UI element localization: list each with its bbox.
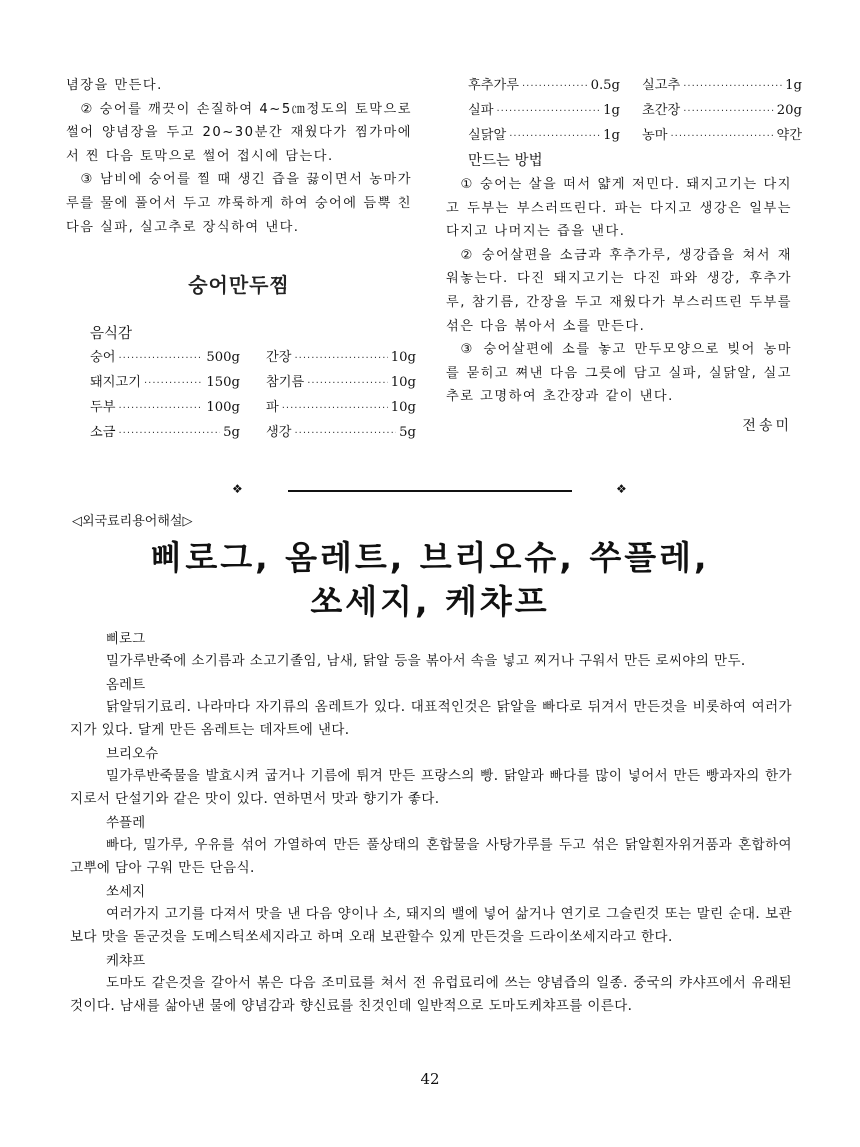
leader-dots (118, 347, 203, 371)
ingredient-amount: 500g (206, 350, 240, 366)
ingredient-name: 참기름 (266, 375, 305, 391)
ingredients-table-continued (468, 74, 802, 149)
leader-dots (144, 372, 203, 396)
ingredient-row (642, 99, 802, 124)
ingredient-name: 생강 (266, 425, 292, 441)
ingredient-amount: 10g (390, 375, 416, 391)
leader-dots (294, 422, 396, 446)
ingredient-amount: 150g (206, 375, 240, 391)
glossary-definition: 밀가루반죽에 소기름과 소고기졸임, 남새, 닭알 등을 볶아서 속을 넣고 찌거나 구워서 만든 로씨야의 만두. (106, 653, 746, 669)
ingredients-table (90, 346, 416, 446)
glossary-term: 옴레트 (106, 676, 146, 693)
left-paragraph-1: 념장을 만든다. (66, 78, 163, 93)
leader-dots (294, 347, 387, 371)
ornament-diamond-icon: ❖ (616, 482, 627, 496)
glossary-definition: 도마도 같은것을 갈아서 볶은 다음 조미료를 쳐서 전 유럽료리에 쓰는 양념즙의 일종. 중국의 캬샤프에서 유래된것이다. 남새를 삶아낸 물에 양념감과 향신료를 친것인데 일반적으로 도마도케챠프를 이른다. (70, 974, 792, 1014)
ingredient-row (266, 396, 416, 421)
glossary-definition: 여러가지 고기를 다져서 맛을 낸 다음 양이나 소, 돼지의 밸에 넣어 삶거나 연기로 그슬린것 또는 말린 순대. 보관보다 맛을 돋군것을 도메스틱쏘세지라고 하며 오래 보관할수 있게 만든것을 드라이쏘세지라고 한다. (70, 905, 792, 945)
glossary-definition: 빠다, 밀가루, 우유를 섞어 가열하여 만든 풀상태의 혼합물을 사탕가루를 두고 섞은 닭알흰자위거품과 혼합하여 고뿌에 담아 구워 만든 단음식. (70, 836, 792, 876)
ingredient-row (90, 346, 240, 371)
series-label: ◁외국료리용어해설▷ (72, 514, 193, 529)
glossary-term: 케챠프 (106, 952, 146, 969)
ingredient-amount: 1g (603, 103, 620, 118)
glossary-term: 삐로그 (106, 631, 146, 647)
glossary-term: 쑤플레 (106, 814, 146, 831)
ingredient-amount: 5g (399, 425, 416, 441)
leader-dots (683, 100, 774, 124)
article-title-line-2: 쏘세지, 케챠프 (310, 582, 550, 621)
ingredient-name: 농마 (642, 128, 668, 143)
author-name: 전송미 (742, 417, 792, 434)
leader-dots (282, 397, 388, 421)
ingredient-amount: 100g (206, 400, 240, 416)
leader-dots (118, 422, 220, 446)
leader-dots (683, 75, 782, 99)
glossary-term: 브리오슈 (106, 745, 159, 762)
ingredient-amount: 10g (390, 400, 416, 416)
ingredient-row (468, 74, 620, 99)
ingredient-amount: 약간 (776, 128, 802, 143)
right-column (446, 74, 802, 435)
glossary-definition: 밀가루반죽물을 발효시켜 굽거나 기름에 튀겨 만든 프랑스의 빵. 닭알과 빠다를 많이 넣어서 만든 빵과자의 한가지로서 단설기와 같은 맛이 있다. 연하면서 맛과 향기가 좋다. (70, 767, 792, 807)
ingredient-row (266, 371, 416, 396)
left-paragraph-3: ③ 남비에 숭어를 찔 때 생긴 즙을 끓이면서 농마가루를 물에 풀어서 두고 꺄룩하게 하여 숭어에 듬뿍 친 다음 실파, 실고추로 장식하여 낸다. (66, 172, 412, 235)
ingredient-amount: 20g (776, 103, 802, 118)
leader-dots (118, 397, 203, 421)
ingredient-name: 초간장 (642, 103, 681, 118)
ingredient-amount: 1g (785, 78, 802, 93)
ingredient-amount: 5g (223, 425, 240, 441)
recipe-title: 숭어만두찜 (188, 273, 290, 298)
ingredient-row (90, 371, 240, 396)
glossary (70, 628, 792, 1019)
method-heading: 만드는 방법 (468, 153, 543, 169)
leader-dots (307, 372, 388, 396)
ingredient-row (266, 421, 416, 446)
ingredient-name: 파 (266, 400, 279, 416)
page-number: 42 (420, 1070, 440, 1088)
glossary-term: 쏘세지 (106, 883, 146, 900)
ingredient-name: 소금 (90, 425, 116, 441)
leader-dots (670, 125, 773, 149)
ingredient-name: 실닭알 (468, 128, 507, 143)
ingredient-row (642, 74, 802, 99)
ingredient-row (468, 99, 620, 124)
ingredient-name: 간장 (266, 350, 292, 366)
leader-dots (522, 75, 588, 99)
ingredient-amount: 10g (390, 350, 416, 366)
method-step-1: ① 숭어는 살을 떠서 얇게 저민다. 돼지고기는 다지고 두부는 부스러뜨린다. 파는 다지고 생강은 일부는 다지고 나머지는 즙을 낸다. (446, 177, 792, 240)
ingredients-heading: 음식감 (90, 326, 133, 343)
glossary-definition: 닭알뒤기료리. 나라마다 자기류의 옴레트가 있다. 대표적인것은 닭알을 빠다로 뒤겨서 만든것을 비롯하여 여러가지가 있다. 달게 만든 옴레트는 데자트에 낸다. (70, 698, 792, 738)
method-step-3: ③ 숭어살편에 소를 놓고 만두모양으로 빚어 농마를 묻히고 쪄낸 다음 그릇에 담고 실파, 실닭알, 실고추로 고명하여 초간장과 같이 낸다. (446, 342, 792, 405)
ingredient-name: 돼지고기 (90, 375, 141, 391)
ingredient-row (90, 396, 240, 421)
left-column (66, 74, 416, 446)
ingredient-row (642, 124, 802, 149)
ingredient-row (90, 421, 240, 446)
ingredient-name: 후추가루 (468, 78, 519, 93)
ingredient-amount: 0.5g (590, 78, 620, 93)
leader-dots (509, 125, 600, 149)
article-title-line-1: 삐로그, 옴레트, 브리오슈, 쑤플레, (150, 538, 710, 577)
ingredient-row (266, 346, 416, 371)
divider-line (288, 490, 572, 492)
ornament-diamond-icon: ❖ (232, 482, 243, 496)
method-step-2: ② 숭어살편을 소금과 후추가루, 생강즙을 쳐서 재워놓는다. 다진 돼지고기는 다진 파와 생강, 후추가루, 참기름, 간장을 두고 재웠다가 부스러뜨린 두부를 섞은 다음 볶아서 소를 만든다. (446, 247, 792, 334)
ingredient-name: 실고추 (642, 78, 681, 93)
ingredient-amount: 1g (603, 128, 620, 143)
ingredient-row (468, 124, 620, 149)
left-paragraph-2: ② 숭어를 깨끗이 손질하여 4~5㎝정도의 토막으로 썰어 양념장을 두고 20~30분간 재웠다가 찜가마에서 찐 다음 토막으로 썰어 접시에 담는다. (66, 101, 412, 164)
article-title (0, 536, 860, 624)
ingredient-name: 두부 (90, 400, 116, 416)
ingredient-name: 숭어 (90, 350, 116, 366)
leader-dots (496, 100, 600, 124)
ingredient-name: 실파 (468, 103, 494, 118)
section-divider (0, 484, 860, 498)
